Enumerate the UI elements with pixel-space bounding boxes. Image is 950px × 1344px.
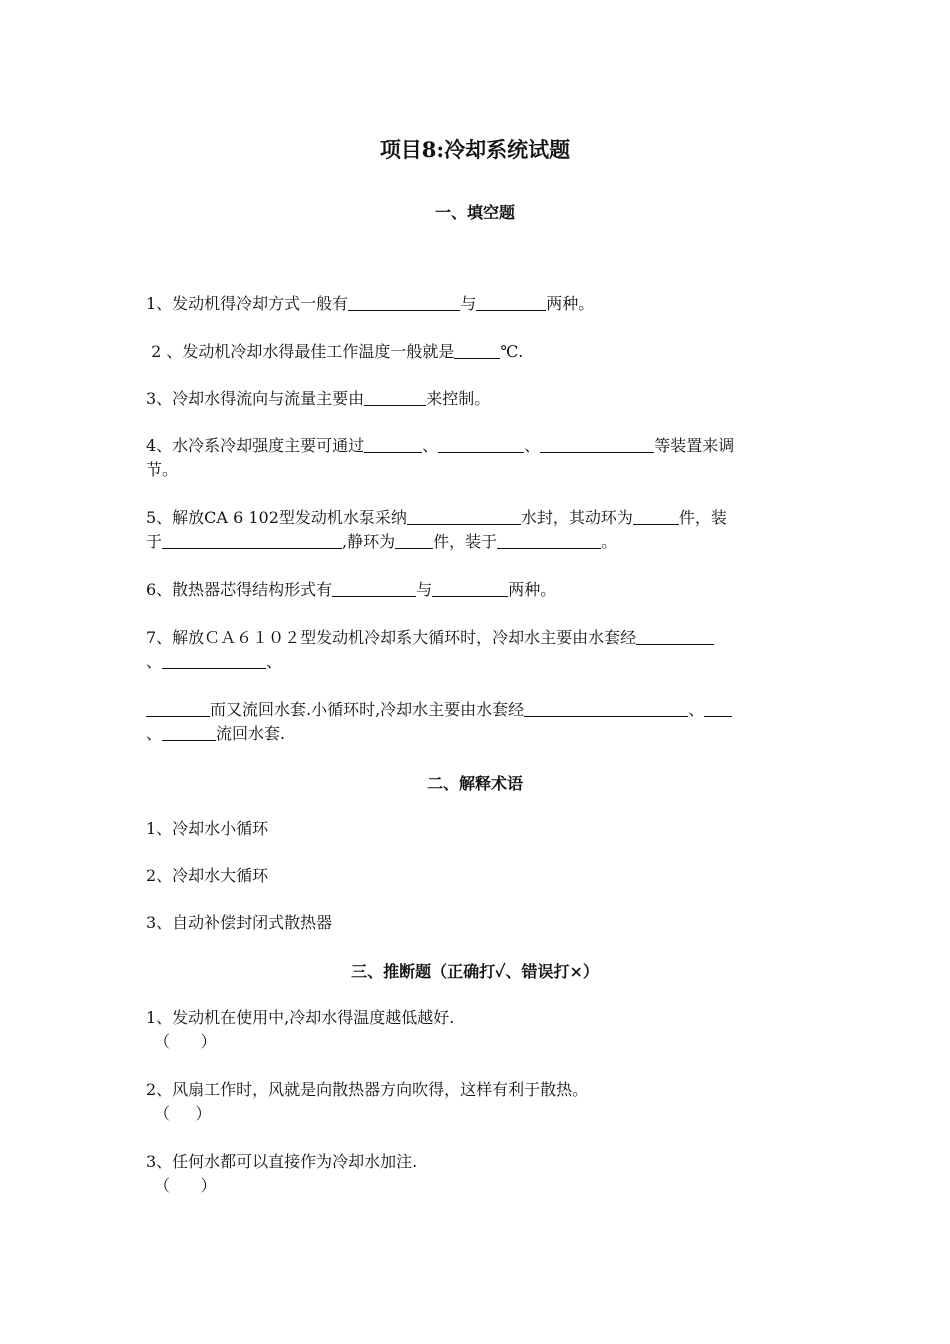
answer-blank[interactable] (162, 532, 342, 549)
question-6: 6、散热器芯得结构形式有 与 两种。 (146, 580, 557, 599)
section-heading-fill-in: 一、填空题 (434, 203, 515, 222)
answer-blank[interactable] (364, 389, 426, 406)
judgement-item: 3、任何水都可以直接作为冷却水加注. （ ） (146, 1150, 808, 1198)
answer-paren[interactable]: （ ） (154, 1032, 217, 1051)
answer-blank[interactable] (364, 436, 422, 453)
answer-blank[interactable] (636, 628, 714, 645)
question-7: 7、解放ＣＡ６１０２型发动机冷却系大循环时，冷却水主要由水套经 、 、 (146, 626, 808, 674)
answer-blank[interactable] (438, 436, 524, 453)
answer-blank[interactable] (432, 580, 508, 597)
page-title: 项目8:冷却系统试题 (379, 137, 571, 162)
answer-blank[interactable] (497, 532, 601, 549)
answer-blank[interactable] (407, 508, 521, 525)
section-heading-judgement: 三、推断题（正确打✓、错误打×） (351, 962, 599, 981)
answer-blank[interactable] (476, 294, 546, 311)
term-item: 2、冷却水大循环 (146, 866, 269, 885)
term-item: 1、冷却水小循环 (146, 819, 269, 838)
answer-blank[interactable] (332, 580, 416, 597)
answer-paren[interactable]: （ ） (154, 1104, 212, 1123)
answer-blank[interactable] (348, 294, 460, 311)
question-4: 4、水冷系冷却强度主要可通过 、 、 等装置来调 节。 (146, 436, 735, 479)
answer-blank[interactable] (162, 652, 266, 669)
section-heading-terms: 二、解释术语 (426, 774, 523, 793)
question-2: 2 、发动机冷却水得最佳工作温度一般就是 ℃. (146, 342, 524, 361)
answer-blank[interactable] (162, 724, 216, 741)
question-1: 1、发动机得冷却方式一般有 与 两种。 (146, 294, 595, 313)
question-3: 3、冷却水得流向与流量主要由 来控制。 (146, 389, 491, 408)
answer-blank[interactable] (540, 436, 654, 453)
answer-blank[interactable] (395, 532, 433, 549)
answer-blank[interactable] (633, 508, 679, 525)
term-item: 3、自动补偿封闭式散热器 (146, 913, 333, 932)
answer-blank[interactable] (454, 342, 500, 359)
answer-blank[interactable] (524, 700, 688, 717)
judgement-item: 1、发动机在使用中,冷却水得温度越低越好. （ ） (146, 1006, 808, 1054)
answer-blank[interactable] (146, 700, 210, 717)
question-5: 5、解放CA 6 102型发动机水泵采纳 水封，其动环为 件，装 于 ,静环为 件，装于 。 (146, 508, 727, 551)
answer-paren[interactable]: （ ） (154, 1176, 217, 1195)
answer-blank[interactable] (704, 700, 732, 717)
question-7-continued: 而又流回水套.小循环时,冷却水主要由水套经 、 、 流回水套. (146, 698, 808, 746)
judgement-item: 2、风扇工作时，风就是向散热器方向吹得，这样有利于散热。 （ ） (146, 1078, 808, 1126)
